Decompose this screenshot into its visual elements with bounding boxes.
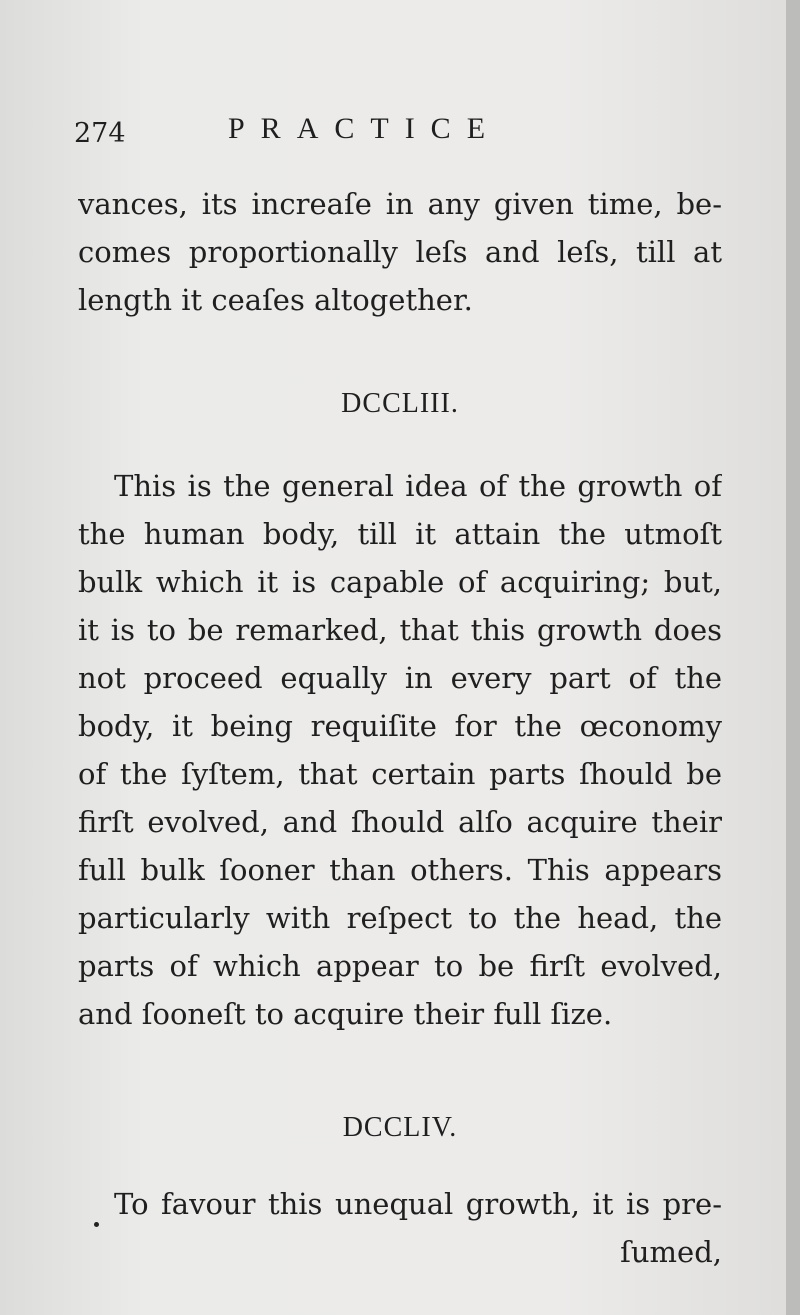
text-line: To favour this unequal growth, it is pre-: [114, 1187, 722, 1221]
section-heading-dccliv: DCCLIV.: [342, 1112, 458, 1143]
catchword: ſumed,: [620, 1235, 722, 1269]
text-line: of the ſyſtem, that certain parts ſhould be: [78, 757, 722, 791]
text-line: This is the general idea of the growth of: [114, 469, 722, 503]
paragraph-continued: [78, 180, 722, 324]
text-line: and ſooneſt to acquire their full ſize.: [78, 997, 613, 1031]
text-line: full bulk ſooner than others. This appears: [78, 853, 722, 887]
text-line: bulk which it is capable of acquiring; but,: [78, 565, 722, 599]
section-heading-dccliii: DCCLIII.: [341, 388, 459, 419]
text-line: parts of which appear to be firſt evolved,: [78, 949, 722, 983]
page-header: [0, 112, 800, 152]
text-line: it is to be remarked, that this growth does: [78, 613, 722, 647]
text-line: not proceed equally in every part of the: [78, 661, 722, 695]
page-number: 274: [74, 118, 126, 149]
text-line: firſt evolved, and ſhould alſo acquire their: [78, 805, 722, 839]
paragraph-dccliii: [78, 462, 722, 1038]
running-title: PRACTICE: [228, 112, 502, 145]
text-line: length it ceaſes altogether.: [78, 283, 473, 317]
text-line: comes proportionally leſs and leſs, till at: [78, 235, 722, 269]
ink-speck: [94, 1222, 99, 1227]
text-line: the human body, till it attain the utmoſt: [78, 517, 722, 551]
text-line: particularly with reſpect to the head, the: [78, 901, 722, 935]
text-line: body, it being requiſite for the œconomy: [78, 709, 722, 743]
paragraph-dccliv: [78, 1180, 722, 1276]
text-line: vances, its increaſe in any given time, be-: [78, 187, 722, 221]
